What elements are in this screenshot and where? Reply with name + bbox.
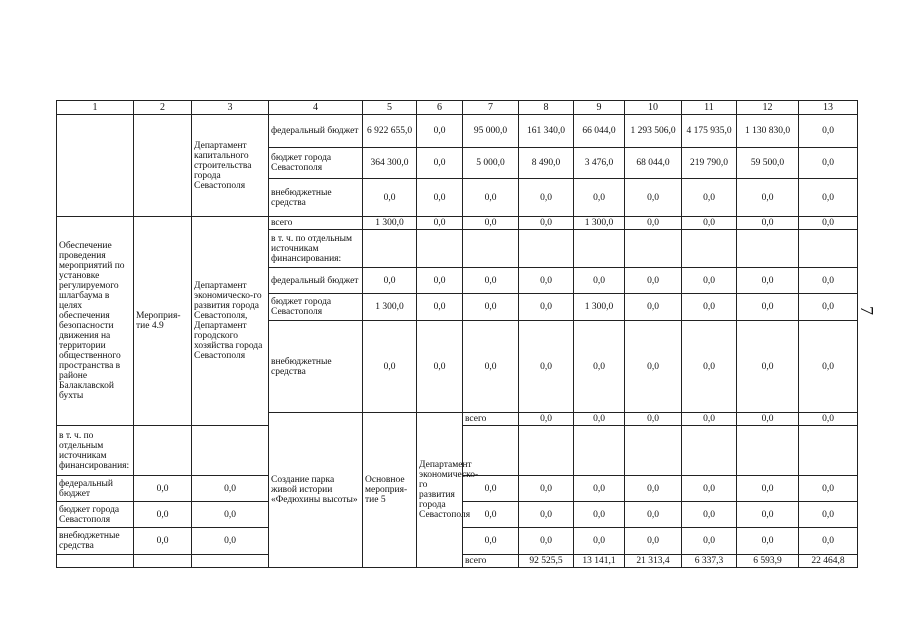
department-name: Департамент экономическо-го развития города Севастополя — [417, 413, 463, 568]
value-cell: 0,0 — [363, 268, 417, 294]
value-cell: 0,0 — [519, 413, 574, 426]
value-cell: 0,0 — [737, 528, 799, 555]
value-cell: 0,0 — [519, 217, 574, 230]
value-cell: 0,0 — [574, 502, 625, 528]
value-cell: 1 293 506,0 — [625, 115, 682, 148]
column-number: 12 — [737, 101, 799, 115]
value-cell: 0,0 — [625, 502, 682, 528]
value-cell: 1 300,0 — [574, 217, 625, 230]
empty-cell — [737, 230, 799, 268]
value-cell: 1 300,0 — [363, 294, 417, 321]
value-cell: 0,0 — [519, 528, 574, 555]
value-cell: 0,0 — [519, 294, 574, 321]
column-number: 7 — [463, 101, 519, 115]
value-cell: 161 340,0 — [519, 115, 574, 148]
column-number: 5 — [363, 101, 417, 115]
empty-cell — [134, 426, 192, 476]
column-number: 11 — [682, 101, 737, 115]
value-cell: 0,0 — [519, 268, 574, 294]
measure-code: Мероприя-тие 4.9 — [134, 217, 192, 426]
page-number: 7 — [857, 306, 877, 315]
sources-heading: в т. ч. по отдельным источникам финансирования: — [269, 230, 363, 268]
column-number: 6 — [417, 101, 463, 115]
value-cell: 0,0 — [737, 413, 799, 426]
measure-code: Основное мероприя-тие 5 — [363, 413, 417, 568]
measure-name: Создание парка живой истории «Федюхины высоты» — [269, 413, 363, 568]
value-cell: 0,0 — [682, 413, 737, 426]
funding-source-label: внебюджетные средства — [269, 179, 363, 217]
value-cell: 0,0 — [737, 268, 799, 294]
value-cell: 0,0 — [574, 268, 625, 294]
total-label: всего — [463, 413, 519, 426]
value-cell: 0,0 — [519, 476, 574, 502]
value-cell: 0,0 — [799, 502, 858, 528]
department-name: Департамент капитального строительства города Севастополя — [192, 115, 269, 217]
measure-name: Обеспечение проведения мероприятий по установке регулируемого шлагбаума в целях обеспечения безопасности движения на территории общественного пространства в районе Балаклавской бухты — [57, 217, 134, 426]
funding-source-label: федеральный бюджет — [269, 115, 363, 148]
value-cell: 59 500,0 — [737, 148, 799, 179]
empty-cell — [363, 230, 417, 268]
funding-source-label: федеральный бюджет — [269, 268, 363, 294]
funding-source-label: федеральный бюджет — [57, 476, 134, 502]
value-cell: 0,0 — [192, 502, 269, 528]
total-label: всего — [269, 217, 363, 230]
value-cell: 68 044,0 — [625, 148, 682, 179]
value-cell: 0,0 — [737, 294, 799, 321]
value-cell: 8 490,0 — [519, 148, 574, 179]
value-cell: 0,0 — [574, 179, 625, 217]
value-cell: 92 525,5 — [519, 555, 574, 568]
funding-source-label: бюджет города Севастополя — [57, 502, 134, 528]
value-cell: 0,0 — [737, 476, 799, 502]
value-cell: 0,0 — [463, 476, 519, 502]
empty-cell — [625, 426, 682, 476]
column-number: 10 — [625, 101, 682, 115]
department-name: Департамент экономическо-го развития города Севастополя, Департамент городского хозяйства города Севастополя — [192, 217, 269, 426]
value-cell: 0,0 — [799, 115, 858, 148]
value-cell: 0,0 — [574, 413, 625, 426]
empty-cell — [574, 426, 625, 476]
value-cell: 0,0 — [682, 321, 737, 413]
column-number: 1 — [57, 101, 134, 115]
value-cell: 0,0 — [463, 294, 519, 321]
value-cell: 219 790,0 — [682, 148, 737, 179]
column-number: 4 — [269, 101, 363, 115]
value-cell: 0,0 — [417, 115, 463, 148]
empty-cell — [682, 426, 737, 476]
empty-cell — [799, 426, 858, 476]
value-cell: 0,0 — [574, 528, 625, 555]
value-cell: 0,0 — [192, 528, 269, 555]
value-cell: 0,0 — [682, 476, 737, 502]
table-row — [57, 115, 858, 148]
value-cell: 0,0 — [463, 321, 519, 413]
table-row — [57, 101, 858, 115]
total-label: всего — [463, 555, 519, 568]
value-cell: 0,0 — [417, 321, 463, 413]
value-cell: 0,0 — [799, 476, 858, 502]
value-cell: 5 000,0 — [463, 148, 519, 179]
value-cell: 0,0 — [682, 179, 737, 217]
value-cell: 0,0 — [799, 217, 858, 230]
value-cell: 0,0 — [625, 413, 682, 426]
value-cell: 0,0 — [625, 179, 682, 217]
value-cell: 0,0 — [799, 413, 858, 426]
value-cell: 0,0 — [737, 502, 799, 528]
value-cell: 0,0 — [799, 321, 858, 413]
value-cell: 0,0 — [417, 268, 463, 294]
empty-cell — [519, 230, 574, 268]
value-cell: 0,0 — [134, 528, 192, 555]
value-cell: 1 300,0 — [363, 217, 417, 230]
value-cell: 6 337,3 — [682, 555, 737, 568]
empty-cell — [417, 230, 463, 268]
value-cell: 0,0 — [625, 321, 682, 413]
value-cell: 0,0 — [799, 528, 858, 555]
empty-cell — [192, 555, 269, 568]
value-cell: 0,0 — [363, 321, 417, 413]
column-number: 2 — [134, 101, 192, 115]
value-cell: 0,0 — [625, 294, 682, 321]
empty-cell — [799, 230, 858, 268]
value-cell: 0,0 — [134, 502, 192, 528]
value-cell: 0,0 — [799, 148, 858, 179]
empty-cell — [737, 426, 799, 476]
value-cell: 0,0 — [519, 179, 574, 217]
value-cell: 6 593,9 — [737, 555, 799, 568]
value-cell: 1 300,0 — [574, 294, 625, 321]
empty-cell — [134, 555, 192, 568]
value-cell: 0,0 — [463, 179, 519, 217]
value-cell: 0,0 — [737, 321, 799, 413]
value-cell: 13 141,1 — [574, 555, 625, 568]
value-cell: 0,0 — [682, 268, 737, 294]
value-cell: 0,0 — [625, 217, 682, 230]
value-cell: 0,0 — [519, 502, 574, 528]
value-cell: 1 130 830,0 — [737, 115, 799, 148]
value-cell: 0,0 — [799, 294, 858, 321]
funding-source-label: внебюджетные средства — [57, 528, 134, 555]
empty-cell — [57, 555, 134, 568]
funding-source-label: бюджет города Севастополя — [269, 294, 363, 321]
column-number: 3 — [192, 101, 269, 115]
value-cell: 0,0 — [799, 179, 858, 217]
value-cell: 0,0 — [682, 294, 737, 321]
value-cell: 0,0 — [417, 179, 463, 217]
empty-cell — [625, 230, 682, 268]
value-cell: 0,0 — [682, 217, 737, 230]
value-cell: 0,0 — [625, 528, 682, 555]
value-cell: 22 464,8 — [799, 555, 858, 568]
value-cell: 21 313,4 — [625, 555, 682, 568]
value-cell: 0,0 — [737, 217, 799, 230]
value-cell: 4 175 935,0 — [682, 115, 737, 148]
empty-cell — [192, 426, 269, 476]
value-cell: 0,0 — [417, 294, 463, 321]
empty-cell — [682, 230, 737, 268]
value-cell: 0,0 — [682, 528, 737, 555]
value-cell: 0,0 — [417, 217, 463, 230]
funding-source-label: внебюджетные средства — [269, 321, 363, 413]
value-cell: 0,0 — [463, 217, 519, 230]
column-number: 13 — [799, 101, 858, 115]
budget-table — [56, 100, 858, 568]
sources-heading: в т. ч. по отдельным источникам финансирования: — [57, 426, 134, 476]
value-cell: 0,0 — [574, 476, 625, 502]
empty-cell — [134, 115, 192, 217]
value-cell: 0,0 — [463, 268, 519, 294]
column-number: 9 — [574, 101, 625, 115]
value-cell: 95 000,0 — [463, 115, 519, 148]
value-cell: 0,0 — [463, 502, 519, 528]
empty-cell — [519, 426, 574, 476]
value-cell: 6 922 655,0 — [363, 115, 417, 148]
value-cell: 0,0 — [625, 476, 682, 502]
value-cell: 0,0 — [417, 148, 463, 179]
table-row — [57, 217, 858, 230]
value-cell: 0,0 — [134, 476, 192, 502]
value-cell: 0,0 — [519, 321, 574, 413]
value-cell: 0,0 — [682, 502, 737, 528]
empty-cell — [57, 115, 134, 217]
empty-cell — [463, 230, 519, 268]
value-cell: 0,0 — [574, 321, 625, 413]
column-number: 8 — [519, 101, 574, 115]
value-cell: 0,0 — [463, 528, 519, 555]
value-cell: 0,0 — [737, 179, 799, 217]
value-cell: 0,0 — [625, 268, 682, 294]
empty-cell — [574, 230, 625, 268]
value-cell: 0,0 — [363, 179, 417, 217]
value-cell: 0,0 — [799, 268, 858, 294]
value-cell: 0,0 — [192, 476, 269, 502]
value-cell: 364 300,0 — [363, 148, 417, 179]
value-cell: 3 476,0 — [574, 148, 625, 179]
funding-source-label: бюджет города Севастополя — [269, 148, 363, 179]
value-cell: 66 044,0 — [574, 115, 625, 148]
